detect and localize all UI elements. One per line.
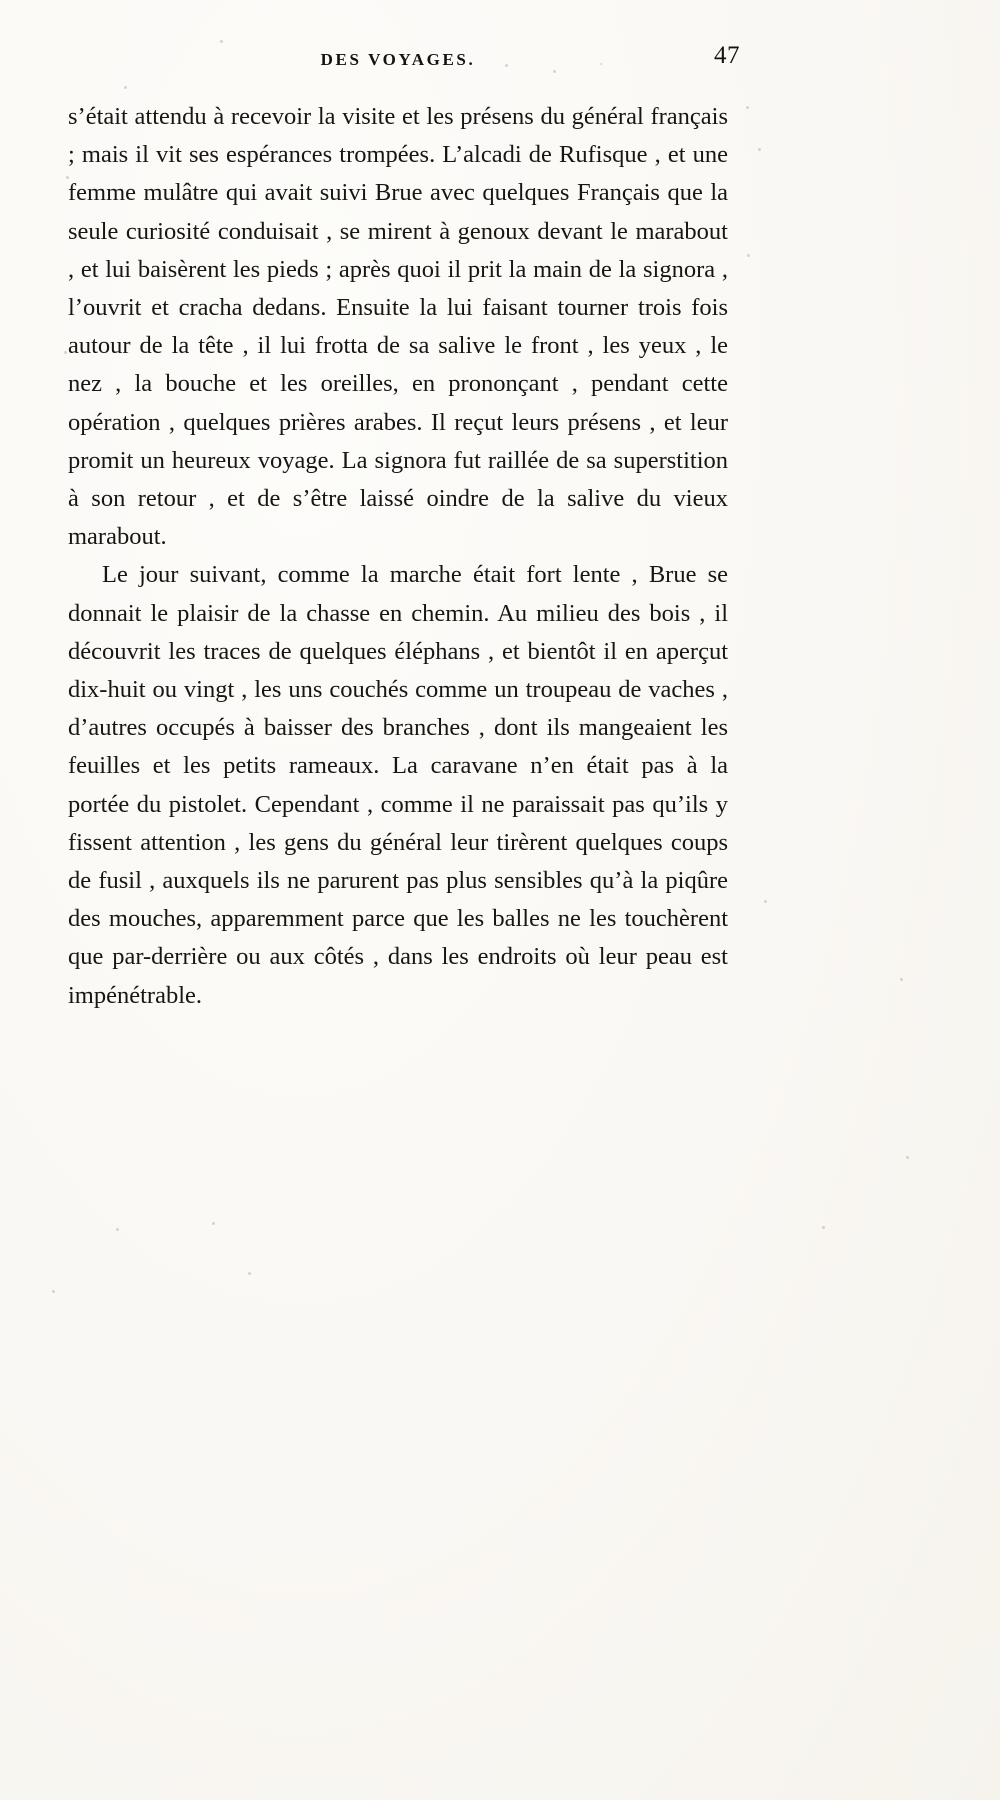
paper-speck: [52, 1290, 55, 1293]
running-head: [68, 40, 740, 84]
paper-speck: [248, 1272, 251, 1275]
paragraph: Le jour suivant, comme la marche était fort lente , Brue se donnait le plaisir de la chasse en chemin. Au milieu des bois , il découvrit les traces de quelques éléphans , et bientôt il en aperçut dix-huit ou vingt , les uns couchés comme un troupeau de vaches , d’autres occupés à baisser des branches , dont ils mangeaient les feuilles et les petits rameaux. La caravane n’en était pas à la portée du pistolet. Cependant , comme il ne paraissait pas qu’ils y fissent attention , les gens du général leur tirèrent quelques coups de fusil , auxquels ils ne parurent pas plus sensibles qu’à la piqûre des mouches, apparemment parce que les balles ne les touchèrent que par-derrière ou aux côtés , dans les endroits où leur peau est impénétrable.: [68, 561, 728, 1009]
paper-speck: [64, 351, 67, 354]
paper-speck: [764, 900, 767, 903]
page-number: 47: [714, 42, 740, 69]
paper-speck: [746, 106, 749, 109]
paper-speck: [747, 254, 750, 257]
running-title: DES VOYAGES.: [320, 50, 476, 69]
paper-speck: [212, 1222, 215, 1225]
paragraph: s’était attendu à recevoir la visite et les présens du général français ; mais il vit ses espérances trompées. L’alcadi de Rufisque , et une femme mulâtre qui avait suivi Brue avec quelques Français que la seule curiosité conduisait , se mirent à genoux devant le marabout , et lui baisèrent les pieds ; après quoi il prit la main de la signora , l’ouvrit et cracha dedans. Ensuite la lui faisant tourner trois fois autour de la tête , il lui frotta de sa salive le front , les yeux , le nez , la bouche et les oreilles, en prononçant , pendant cette opération , quelques prières arabes. Il reçut leurs présens , et leur promit un heureux voyage. La signora fut raillée de sa superstition à son retour , et de s’être laissé oindre de la salive du vieux marabout.: [68, 103, 728, 551]
paper-speck: [822, 1226, 825, 1229]
text-block: [68, 40, 740, 1015]
paper-speck: [758, 148, 761, 151]
paper-speck: [900, 978, 903, 981]
paper-speck: [906, 1156, 909, 1159]
paper-speck: [116, 1228, 119, 1231]
body-text: [68, 98, 728, 1015]
